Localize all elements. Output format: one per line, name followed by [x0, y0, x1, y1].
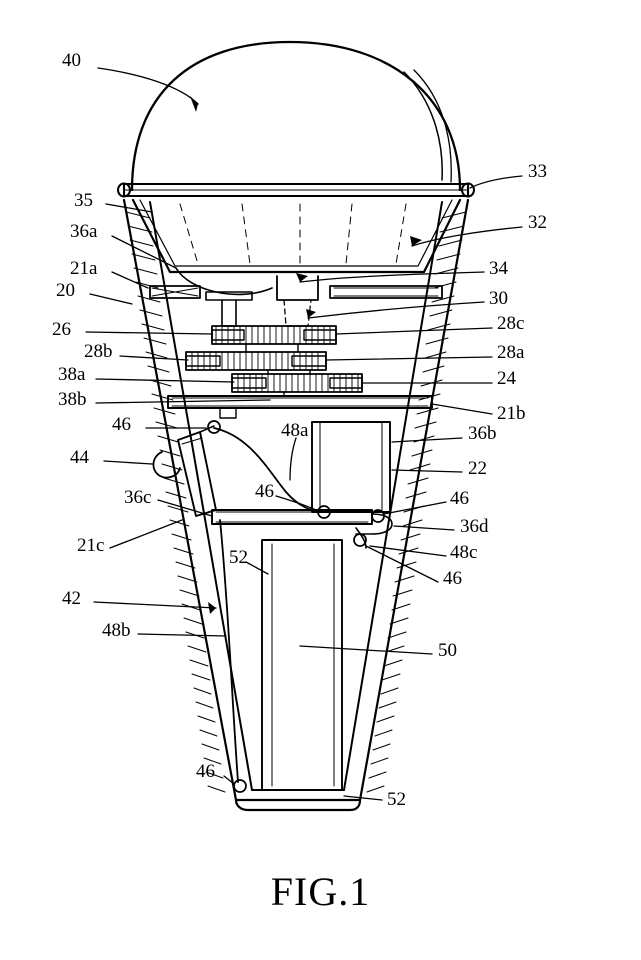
reference-numeral-34: 34 — [489, 258, 508, 279]
dome-lens — [132, 42, 460, 190]
reference-numeral-50: 50 — [438, 640, 457, 661]
reflector — [133, 200, 460, 272]
socket-assembly — [277, 276, 318, 326]
reference-numeral-24: 24 — [497, 368, 516, 389]
reference-numeral-28c: 28c — [497, 313, 525, 334]
reference-numeral-30: 30 — [489, 288, 508, 309]
battery-pack-upper — [312, 422, 390, 512]
figure-caption: FIG.1 — [270, 869, 371, 914]
reference-numeral-33: 33 — [528, 161, 547, 182]
reference-numeral-36d: 36d — [460, 516, 489, 537]
reference-numeral-48b: 48b — [102, 620, 131, 641]
center-post — [206, 292, 252, 326]
battery-lower — [262, 540, 342, 790]
reference-numeral-46-1: 46 — [112, 414, 131, 435]
reference-numeral-48a: 48a — [281, 420, 309, 441]
shelf-mid — [168, 392, 432, 418]
reference-numeral-35: 35 — [74, 190, 93, 211]
shelf-lower — [212, 510, 392, 534]
shelf-upper — [150, 286, 442, 298]
reference-numeral-36b: 36b — [468, 423, 497, 444]
reference-numeral-21a: 21a — [70, 258, 98, 279]
reference-numeral-26: 26 — [52, 319, 71, 340]
reference-numeral-21c: 21c — [77, 535, 105, 556]
wiring — [214, 428, 366, 782]
reference-numeral-44: 44 — [70, 447, 89, 468]
reference-numeral-46-4: 46 — [443, 568, 462, 589]
reference-numeral-52-1: 52 — [229, 547, 248, 568]
reference-numeral-22: 22 — [468, 458, 487, 479]
reference-numeral-28a: 28a — [497, 342, 525, 363]
reference-numeral-52-2: 52 — [387, 789, 406, 810]
reference-numeral-46-2: 46 — [255, 481, 274, 502]
reference-numeral-20: 20 — [56, 280, 75, 301]
reference-numeral-21b: 21b — [497, 403, 526, 424]
reference-numeral-48c: 48c — [450, 542, 478, 563]
reference-numeral-46-3: 46 — [450, 488, 469, 509]
reference-numeral-layer — [52, 50, 547, 810]
reference-numeral-38b: 38b — [58, 389, 87, 410]
reference-numeral-36a: 36a — [70, 221, 98, 242]
reference-numeral-40: 40 — [62, 50, 81, 71]
reference-numeral-38a: 38a — [58, 364, 86, 385]
reference-numeral-32: 32 — [528, 212, 547, 233]
reference-numeral-42: 42 — [62, 588, 81, 609]
switch — [153, 426, 216, 516]
reference-numeral-46-5: 46 — [196, 761, 215, 782]
reference-numeral-36c: 36c — [124, 487, 152, 508]
reference-numeral-28b: 28b — [84, 341, 113, 362]
rim-ring — [118, 184, 474, 197]
